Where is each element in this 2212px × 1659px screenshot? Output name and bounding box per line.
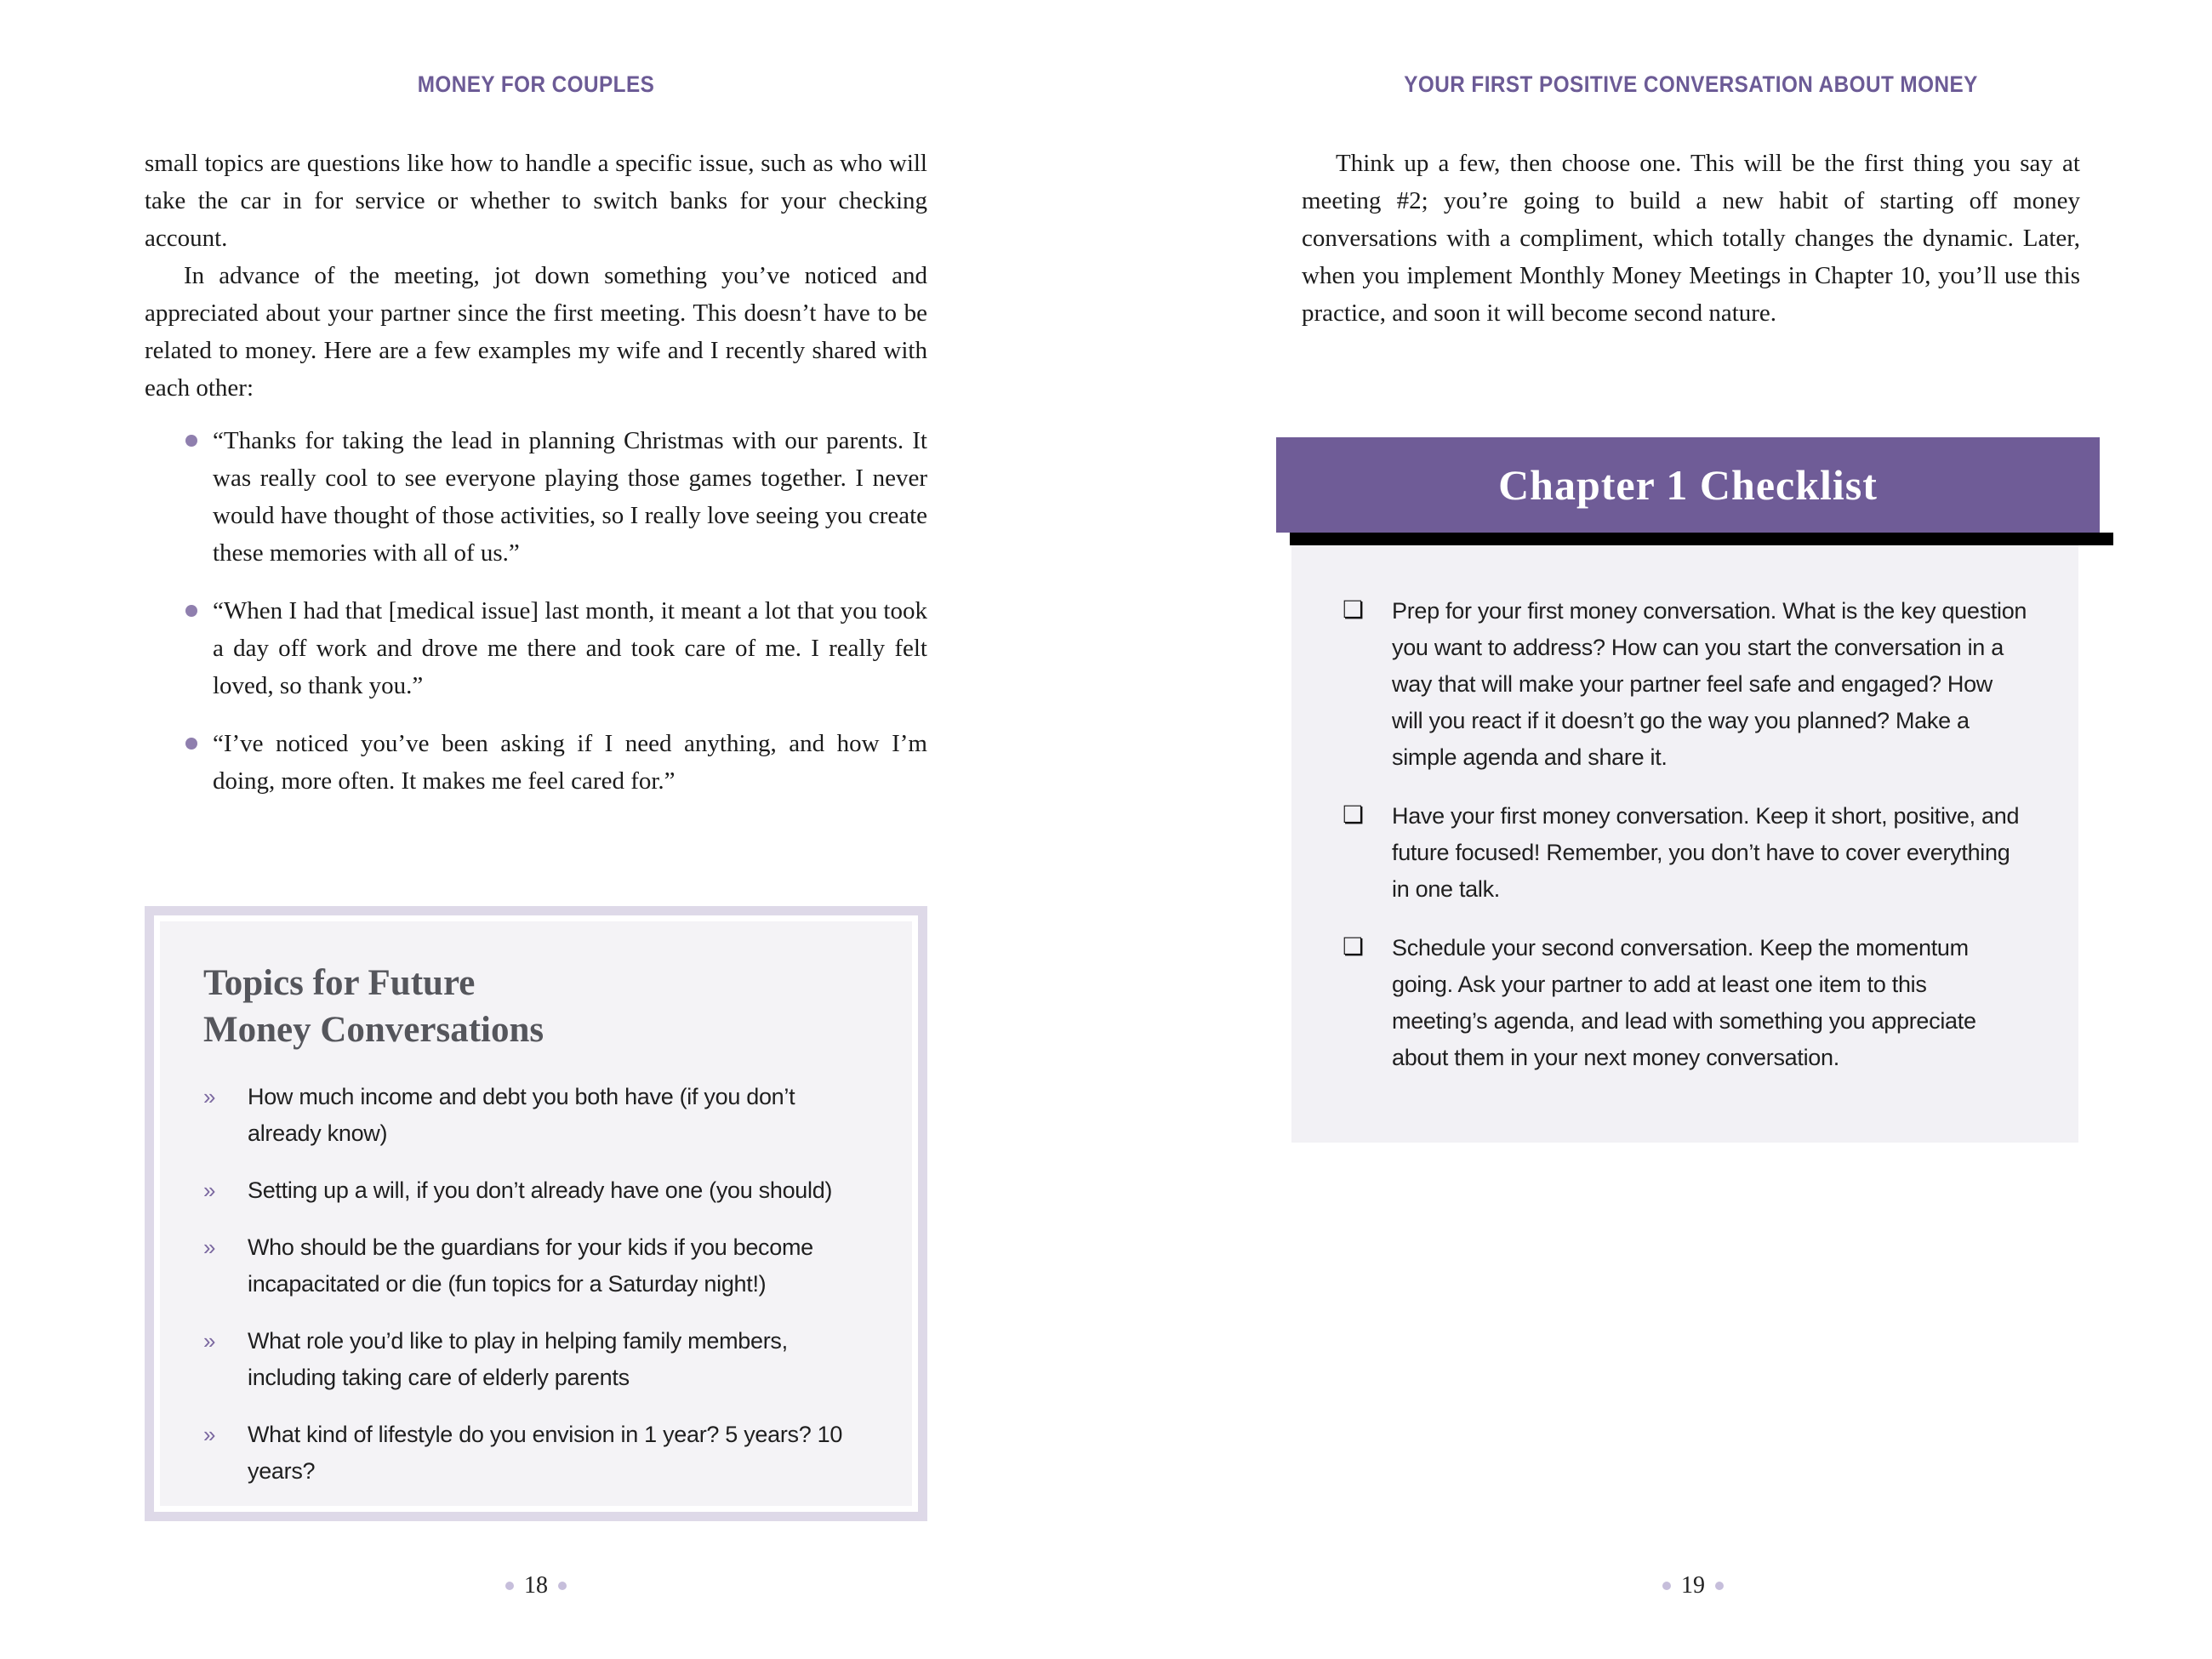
topics-item (203, 1417, 869, 1490)
topics-box (145, 906, 927, 1521)
topics-item-text: What role you’d like to play in helping family members, including taking care of elderly parents (248, 1328, 788, 1390)
folio-dot-icon (1662, 1582, 1671, 1590)
topics-item-text: What kind of lifestyle do you envision in 1 year? 5 years? 10 years? (248, 1422, 843, 1484)
right-paragraph-1: Think up a few, then choose one. This will be the first thing you say at meeting #2; you’re going to build a new habit of starting off money conversations with a compliment, which totally changes the dynamic. Later, when you implement Monthly Money Meetings in Chapter 10, you’ll use this practice, and soon it will become second nature. (1302, 150, 2080, 327)
folio-dot-icon (505, 1582, 514, 1590)
chevron-marker-icon: » (203, 1422, 216, 1447)
left-page-body (145, 145, 927, 800)
chevron-marker-icon: » (203, 1234, 216, 1260)
checklist-item-text: Schedule your second conversation. Keep the momentum going. Ask your partner to add at least one item to this meeting’s agenda, and lead with something you appreciate about them in your next money conversation. (1392, 935, 1976, 1070)
bullet-dot-icon (185, 435, 197, 447)
checklist-box (1291, 545, 2078, 1143)
folio-dot-icon (1715, 1582, 1724, 1590)
appreciation-bullet-list (145, 422, 927, 800)
topics-item-text: How much income and debt you both have (if you don’t already know) (248, 1084, 795, 1146)
topics-title-line-2: Money Conversations (203, 1010, 544, 1050)
folio-dot-icon (558, 1582, 567, 1590)
topics-list (203, 1079, 869, 1490)
chevron-marker-icon: » (203, 1328, 216, 1354)
page-number-text: 19 (1681, 1572, 1705, 1599)
bullet-dot-icon (185, 605, 197, 617)
bullet-item (145, 422, 927, 572)
topics-title-line-1: Topics for Future (203, 963, 476, 1003)
checklist-list (1343, 593, 2027, 1076)
left-page-number (451, 1572, 621, 1599)
left-paragraph-1: small topics are questions like how to handle a specific issue, such as who will take the car in for service or whether to switch banks for your checking account. (145, 150, 927, 252)
chevron-marker-icon: » (203, 1084, 216, 1109)
left-running-head: MONEY FOR COUPLES (417, 71, 655, 97)
bullet-text: “Thanks for taking the lead in planning Christmas with our parents. It was really cool to see everyone playing those games together. I never would have thought of those activities, so I really love seeing you create these memories with all of us.” (213, 427, 927, 567)
chevron-marker-icon: » (203, 1177, 216, 1203)
bullet-text: “When I had that [medical issue] last month, it meant a lot that you took a day off work and drove me there and took care of me. I really felt loved, so thank you.” (213, 597, 927, 699)
bullet-dot-icon (185, 738, 197, 750)
topics-item (203, 1229, 869, 1303)
topics-box-title (203, 960, 869, 1053)
topics-item (203, 1172, 869, 1209)
bullet-item (145, 725, 927, 800)
right-page-number (1608, 1572, 1778, 1599)
topics-item-text: Setting up a will, if you don’t already have one (you should) (248, 1177, 833, 1203)
checklist-item (1343, 930, 2027, 1076)
checkbox-icon: ❏ (1343, 801, 1364, 828)
topics-item-text: Who should be the guardians for your kids if you become incapacitated or die (fun topics for a Saturday night!) (248, 1234, 813, 1297)
right-running-head: YOUR FIRST POSITIVE CONVERSATION ABOUT MONEY (1404, 71, 1978, 97)
checklist-banner (1276, 437, 2100, 533)
checklist-banner-shadow (1290, 533, 2113, 545)
topics-item (203, 1323, 869, 1396)
page-number-text: 18 (524, 1572, 548, 1599)
bullet-item (145, 592, 927, 704)
checkbox-icon: ❏ (1343, 596, 1364, 623)
checklist-item-text: Have your first money conversation. Keep it short, positive, and future focused! Remember, you don’t have to cover everything in one talk. (1392, 803, 2020, 902)
left-paragraph-2: In advance of the meeting, jot down something you’ve noticed and appreciated about your partner since the first meeting. This doesn’t have to be related to money. Here are a few examples my wife and I recently shared with each other: (145, 262, 927, 402)
checkbox-icon: ❏ (1343, 933, 1364, 960)
checklist-title: Chapter 1 Checklist (1498, 461, 1878, 509)
topics-item (203, 1079, 869, 1152)
right-page-body (1302, 145, 2080, 332)
checklist-item-text: Prep for your first money conversation. What is the key question you want to address? How can you start the conversation in a way that will make your partner feel safe and engaged? How will you react if it doesn’t go the way you planned? Make a simple agenda and share it. (1392, 598, 2027, 770)
bullet-text: “I’ve noticed you’ve been asking if I need anything, and how I’m doing, more often. It makes me feel cared for.” (213, 730, 927, 795)
checklist-item (1343, 798, 2027, 908)
checklist-item (1343, 593, 2027, 776)
